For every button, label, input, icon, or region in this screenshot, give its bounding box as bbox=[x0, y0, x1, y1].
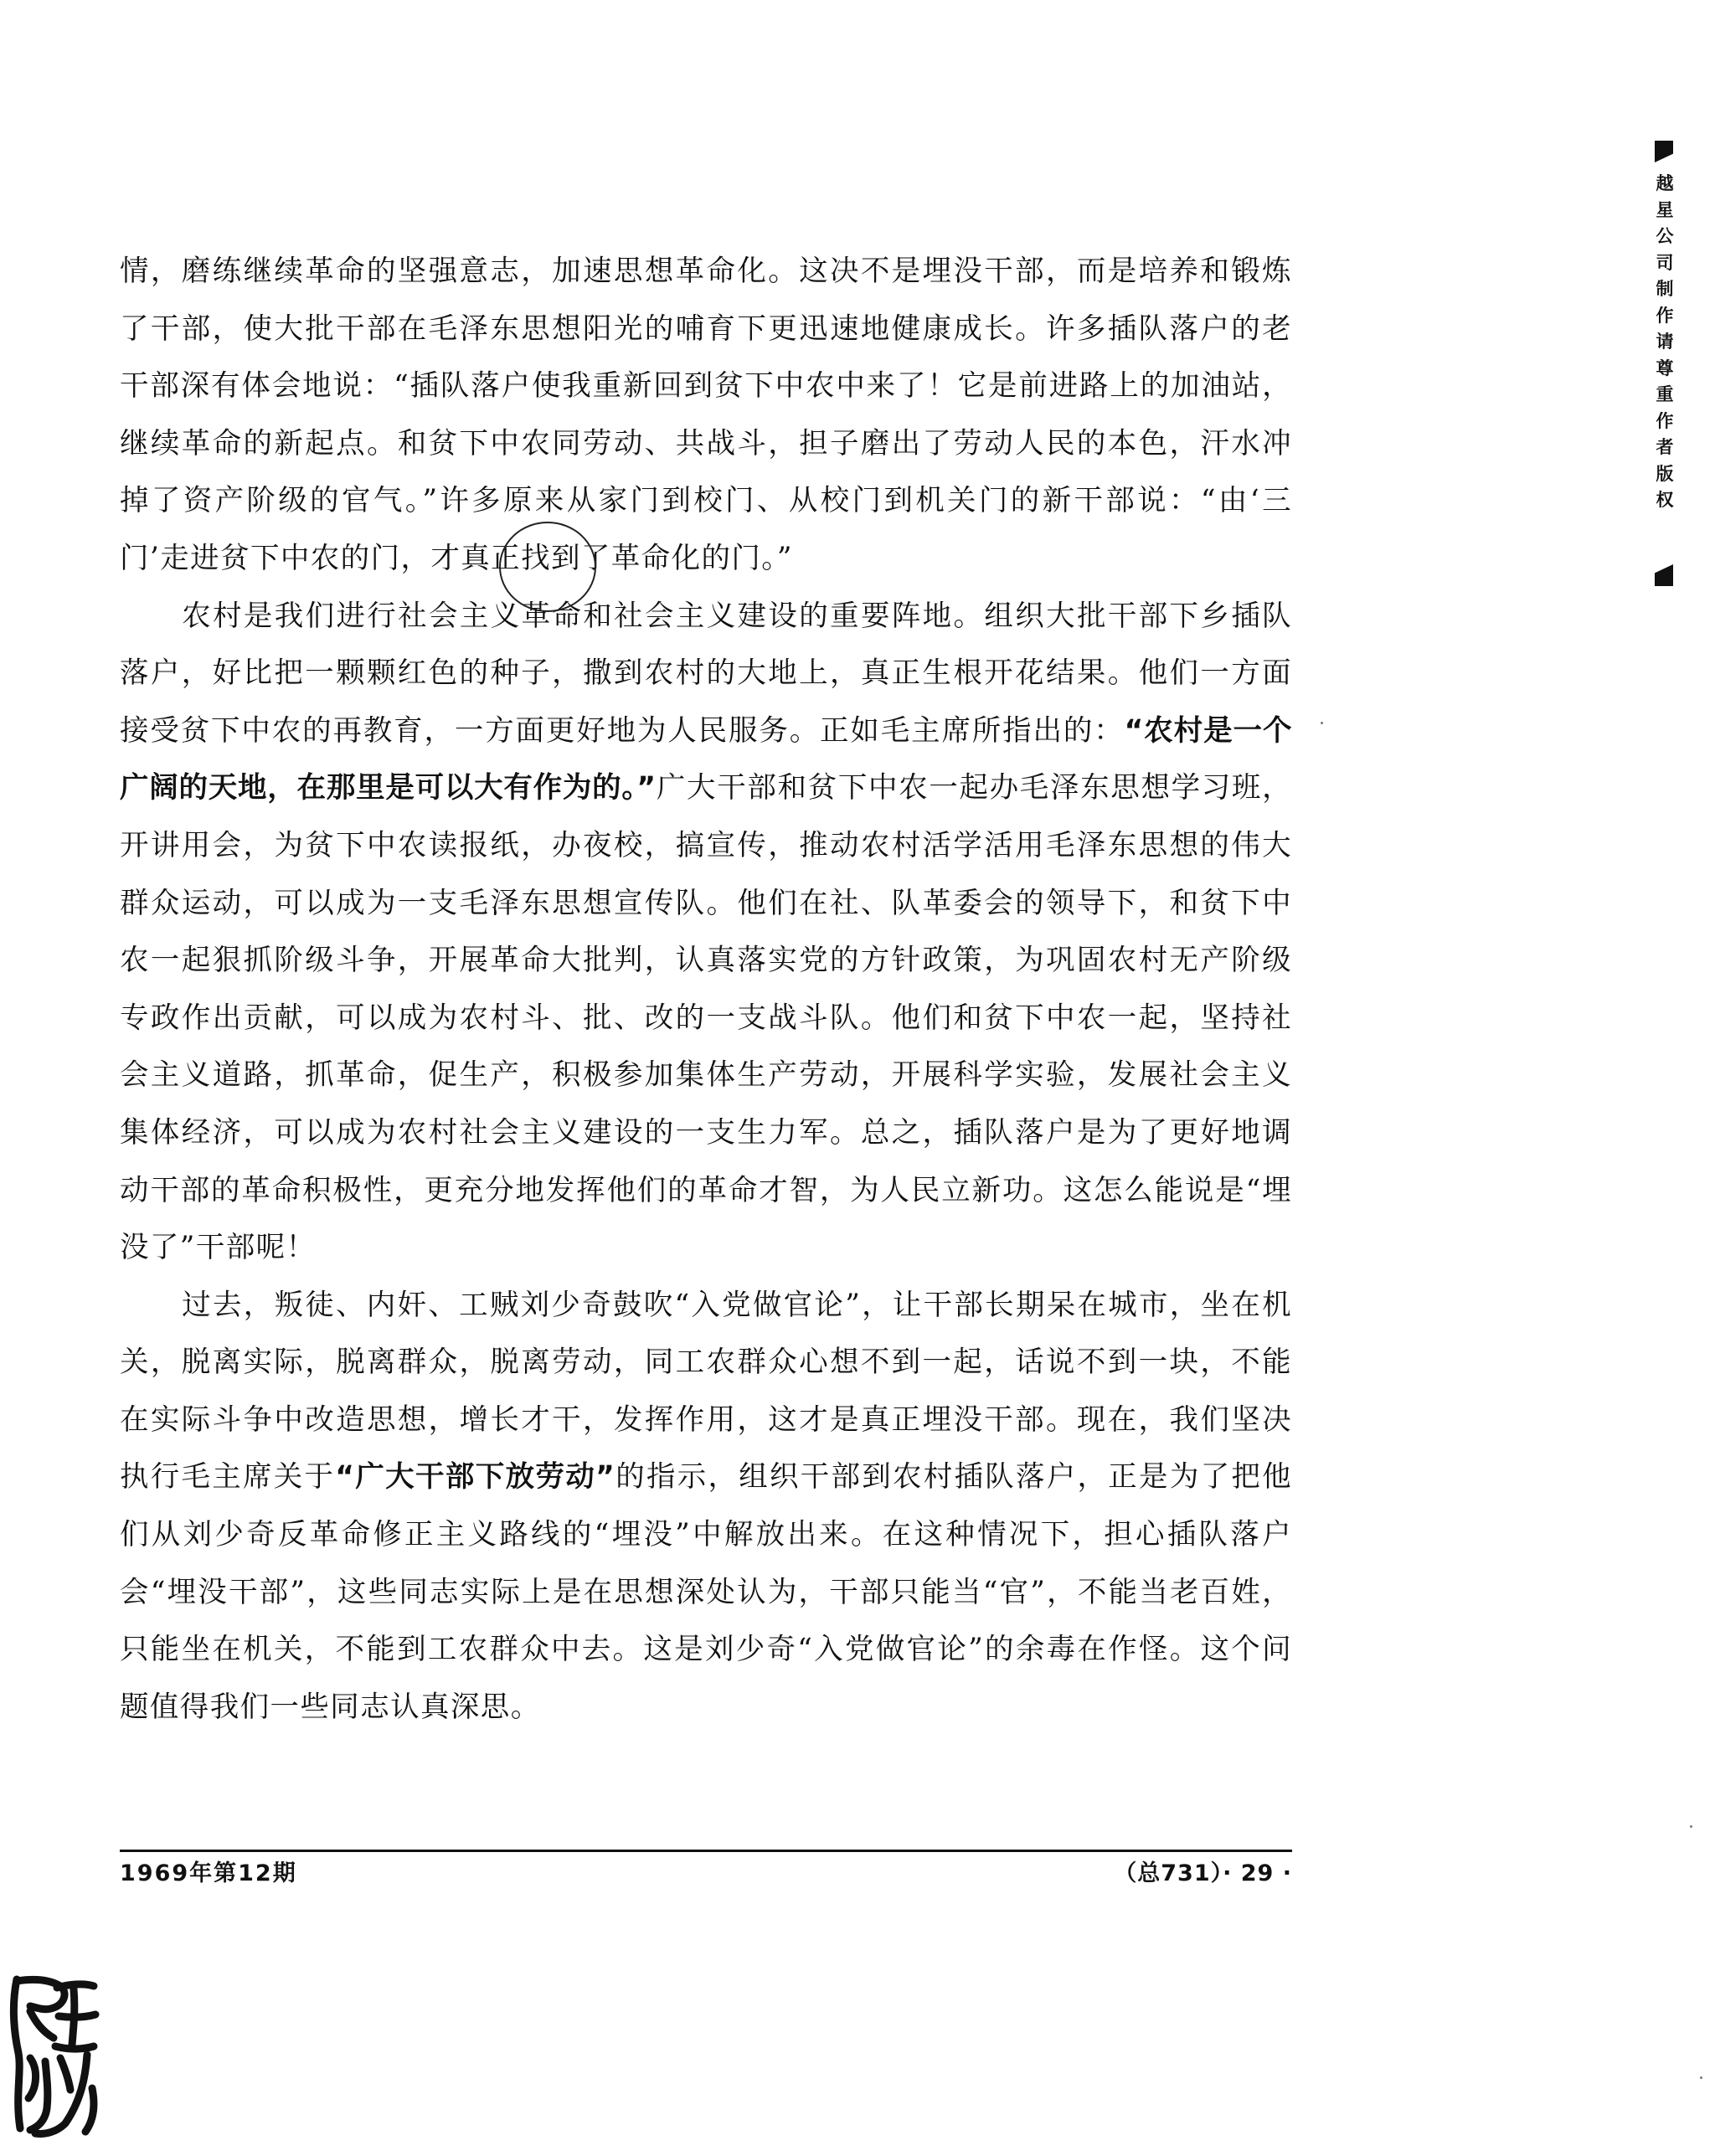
footer-page-number: （总731）· 29 · bbox=[1114, 1860, 1292, 1886]
emphasized-quote: “农村是一个广阔的天地，在那里是可以大有作为的。” bbox=[120, 713, 1292, 805]
paragraph-text: 的指示，组织干部到农村插队落户，正是为了把他们从刘少奇反革命修正主义路线的“埋没”中解放出来。在这种情况下，担心插队落户会“埋没干部”，这些同志实际上是在思想深处认为，干部只能当“官”，不能当老百姓，只能坐在机关，不能到工农群众中去。这是刘少奇“入党做官论”的余毒在作怪。这个问题值得我们一些同志认真深思。 bbox=[120, 1460, 1292, 1724]
copyright-side-note: 越星公司制作请尊重作者版权 bbox=[1656, 173, 1674, 510]
paragraph-text: 农村是我们进行社会主义革命和社会主义建设的重要阵地。组织大批干部下乡插队落户，好比把一颗颗红色的种子，撒到农村的大地上，真正生根开花结果。他们一方面接受贫下中农的再教育，一方面更好地为人民服务。正如毛主席所指出的： bbox=[120, 599, 1292, 748]
article-paragraph bbox=[120, 243, 1292, 588]
article-body bbox=[120, 243, 1292, 1736]
footer-issue: 1969年第12期 bbox=[120, 1860, 297, 1886]
article-paragraph bbox=[120, 588, 1292, 1277]
side-marker-bottom bbox=[1655, 564, 1673, 586]
side-marker-top bbox=[1655, 141, 1673, 162]
scan-speck bbox=[1690, 1825, 1692, 1828]
scan-speck bbox=[1321, 722, 1323, 724]
seal-stamp-icon bbox=[5, 1971, 104, 2138]
scan-speck bbox=[1700, 2076, 1702, 2079]
footer-rule bbox=[120, 1850, 1292, 1852]
paragraph-text: 广大干部和贫下中农一起办毛泽东思想学习班，开讲用会，为贫下中农读报纸，办夜校，搞宣传，推动农村活学活用毛泽东思想的伟大群众运动，可以成为一支毛泽东思想宣传队。他们在社、队革委会的领导下，和贫下中农一起狠抓阶级斗争，开展革命大批判，认真落实党的方针政策，为巩固农村无产阶级专政作出贡献，可以成为农村斗、批、改的一支战斗队。他们和贫下中农一起，坚持社会主义道路，抓革命，促生产，积极参加集体生产劳动，开展科学实验，发展社会主义集体经济，可以成为农村社会主义建设的一支生力军。总之，插队落户是为了更好地调动干部的革命积极性，更充分地发挥他们的革命才智，为人民立新功。这怎么能说是“埋没了”干部呢！ bbox=[120, 771, 1292, 1265]
article-paragraph bbox=[120, 1277, 1292, 1737]
paragraph-text: 过去，叛徒、内奸、工贼刘少奇鼓吹“入党做官论”，让干部长期呆在城市，坐在机关，脱离实际，脱离群众，脱离劳动，同工农群众心想不到一起，话说不到一块，不能在实际斗争中改造思想，增长才干，发挥作用，这才是真正埋没干部。现在，我们坚决执行毛主席关于 bbox=[120, 1288, 1292, 1495]
hand-drawn-circle-mark bbox=[499, 522, 596, 612]
paragraph-text: 情，磨练继续革命的坚强意志，加速思想革命化。这决不是埋没干部，而是培养和锻炼了干部，使大批干部在毛泽东思想阳光的哺育下更迅速地健康成长。许多插队落户的老干部深有体会地说：“插队落户使我重新回到贫下中农中来了！它是前进路上的加油站，继续革命的新起点。和贫下中农同劳动、共战斗，担子磨出了劳动人民的本色，汗水冲掉了资产阶级的官气。”许多原来从家门到校门、从校门到机关门的新干部说：“由‘三门’走进贫下中农的门，才真正找到了革命化的门。” bbox=[120, 255, 1292, 575]
emphasized-quote: “广大干部下放劳动” bbox=[335, 1460, 615, 1495]
